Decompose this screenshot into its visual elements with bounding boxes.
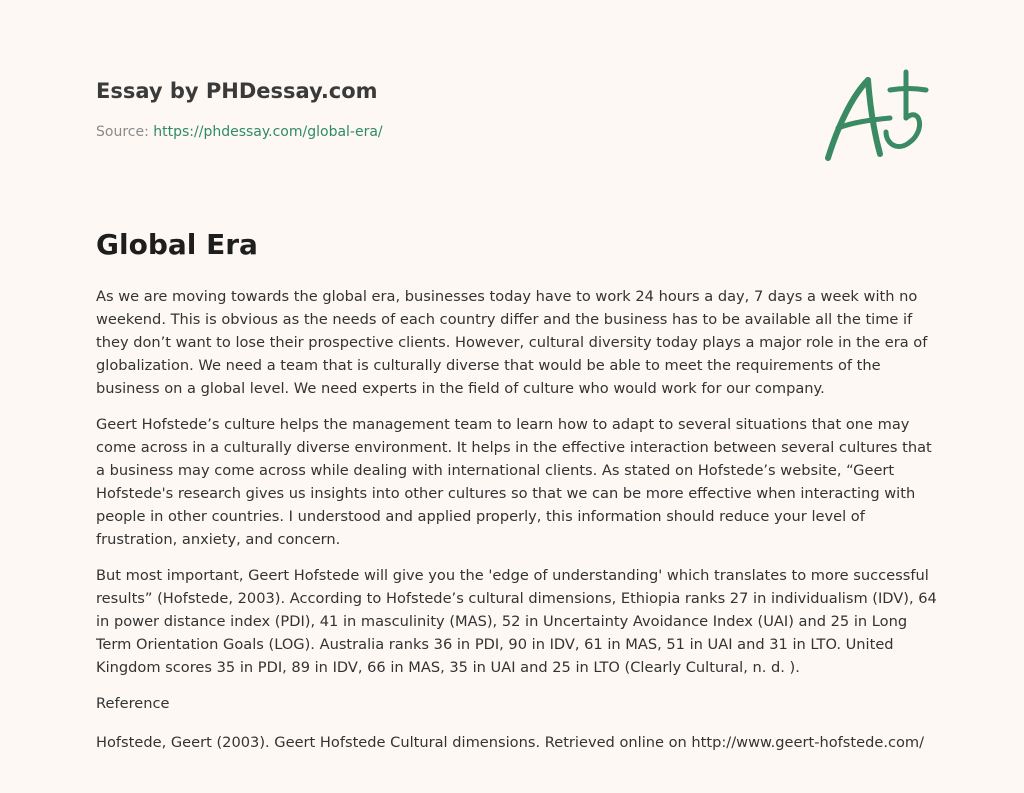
- essay-paragraph: But most important, Geert Hofstede will give you the 'edge of understanding' which translates to more successful results” (Hofstede, 2003). According to Hofstede’s cultural dimensions, Ethiopia ranks 27 in individualism (IDV), 64 in power distance index (PDI), 41 in masculinity (MAS), 52 in Uncertainty Avoidance Index (UAI) and 25 in Long Term Orientation Goals (LOG). Australia ranks 36 in PDI, 90 in IDV, 61 in MAS, 51 in UAI and 31 in LTO. United Kingdom scores 35 in PDI, 89 in IDV, 66 in MAS, 35 in UAI and 25 in LTO (Clearly Cultural, n. d. ).: [96, 567, 937, 676]
- essay-title: Global Era: [96, 228, 258, 261]
- essay-paragraph: As we are moving towards the global era, businesses today have to work 24 hours a day, 7 days a week with no weekend. This is obvious as the needs of each country differ and the business has to be available all the time if they don’t want to lose their prospective clients. However, cultural diversity today plays a major role in the era of globalization. We need a team that is culturally diverse that would be able to meet the requirements of the business on a global level. We need experts in the field of culture who would work for our company.: [96, 288, 928, 397]
- source-line: [96, 124, 383, 140]
- reference-entry: Hofstede, Geert (2003). Geert Hofstede Cultural dimensions. Retrieved online on http://www.geert-hofstede.com/: [96, 734, 925, 751]
- source-link[interactable]: https://phdessay.com/global-era/: [153, 124, 383, 140]
- reference-heading: Reference: [96, 695, 170, 712]
- source-label: Source:: [96, 124, 154, 140]
- essay-paragraph: Geert Hofstede’s culture helps the management team to learn how to adapt to several situations that one may come across in a culturally diverse environment. It helps in the effective interaction between several cultures that a business may come across while dealing with international clients. As stated on Hofstede’s website, “Geert Hofstede's research gives us insights into other cultures so that we can be more effective when interacting with people in other countries. I understood and applied properly, this information should reduce your level of frustration, anxiety, and concern.: [96, 416, 932, 548]
- site-header: [96, 78, 796, 104]
- a-plus-logo-icon: [820, 66, 930, 166]
- brand-title: Essay by PHDessay.com: [96, 79, 378, 103]
- essay-body: [96, 285, 942, 767]
